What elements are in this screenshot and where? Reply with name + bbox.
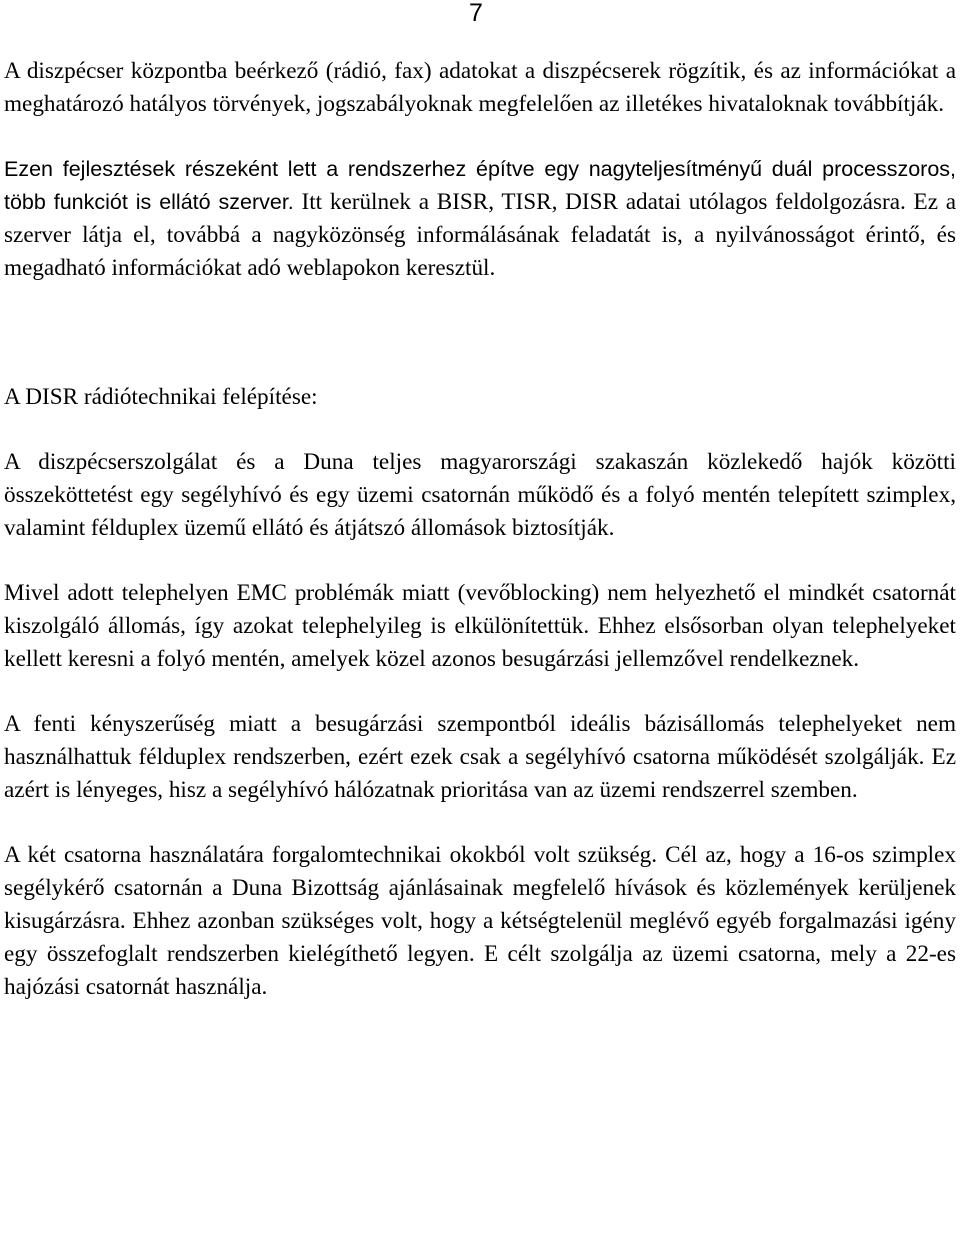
paragraph-dispatcher-center: A diszpécser központba beérkező (rádió, fax) adatokat a diszpécserek rögzítik, és az információkat a meghatározó hatályos törvények, jogszabályoknak megfelelően az illetékes hivataloknak továbbítják. [4,58,956,117]
paragraph-server-development-intro: Ezen fejlesztések részeként lett a rendszerhez építve egy nagyteljesítményű duál processzoros, több funkciót is ellátó szerver. [4,157,956,214]
paragraph-two-channels: A két csatorna használatára forgalomtechnikai okokból volt szükség. Cél az, hogy a 16-os szimplex segélykérő csatornán a Duna Bizottság ajánlásainak megfelelő hívások és közlemények kerüljenek kisugárzásra. Ehhez azonban szükséges volt, hogy a kétségtelenül meglévő egyéb forgalmazási igény egy összefoglalt rendszerben kielégíthető legyen. E célt szolgálja az üzemi csatorna, mely a 22-es hajózási csatornát használja. [4,842,956,1000]
paragraph-server-development [4,153,956,285]
paragraph-dispatcher-service: A diszpécserszolgálat és a Duna teljes magyarországi szakaszán közlekedő hajók közötti összeköttetést egy segélyhívó és egy üzemi csatornán működő és a folyó mentén telepített szimplex, valamint félduplex üzemű ellátó és átjátszó állomások biztosítják. [4,449,956,541]
section-heading: A DISR rádiótechnikai felépítése: [4,384,318,410]
document-body [4,55,956,1004]
paragraph-server-development-rest: Itt kerülnek a BISR, TISR, DISR adatai utólagos feldolgozásra. Ez a szerver látja el, továbbá a nagyközönség informálásának feladatát is, a nyilvánosságot érintő, és megadható információkat adó weblapokon keresztül. [4,189,957,281]
paragraph-emc-problems: Mivel adott telephelyen EMC problémák miatt (vevőblocking) nem helyezhető el mindkét csatornát kiszolgáló állomás, így azokat telephelyileg is elkülönítettük. Ehhez elsősorban olyan telephelyeket kellett keresni a folyó mentén, amelyek közel azonos besugárzási jellemzővel rendelkeznek. [4,580,956,672]
page-number: 7 [469,0,483,27]
paragraph-constraint: A fenti kényszerűség miatt a besugárzási szempontból ideális bázisállomás telephelyeket nem használhattuk félduplex rendszerben, ezért ezek csak a segélyhívó csatorna működését szolgálják. Ez azért is lényeges, hisz a segélyhívó hálózatnak prioritása van az üzemi rendszerrel szemben. [4,711,956,803]
